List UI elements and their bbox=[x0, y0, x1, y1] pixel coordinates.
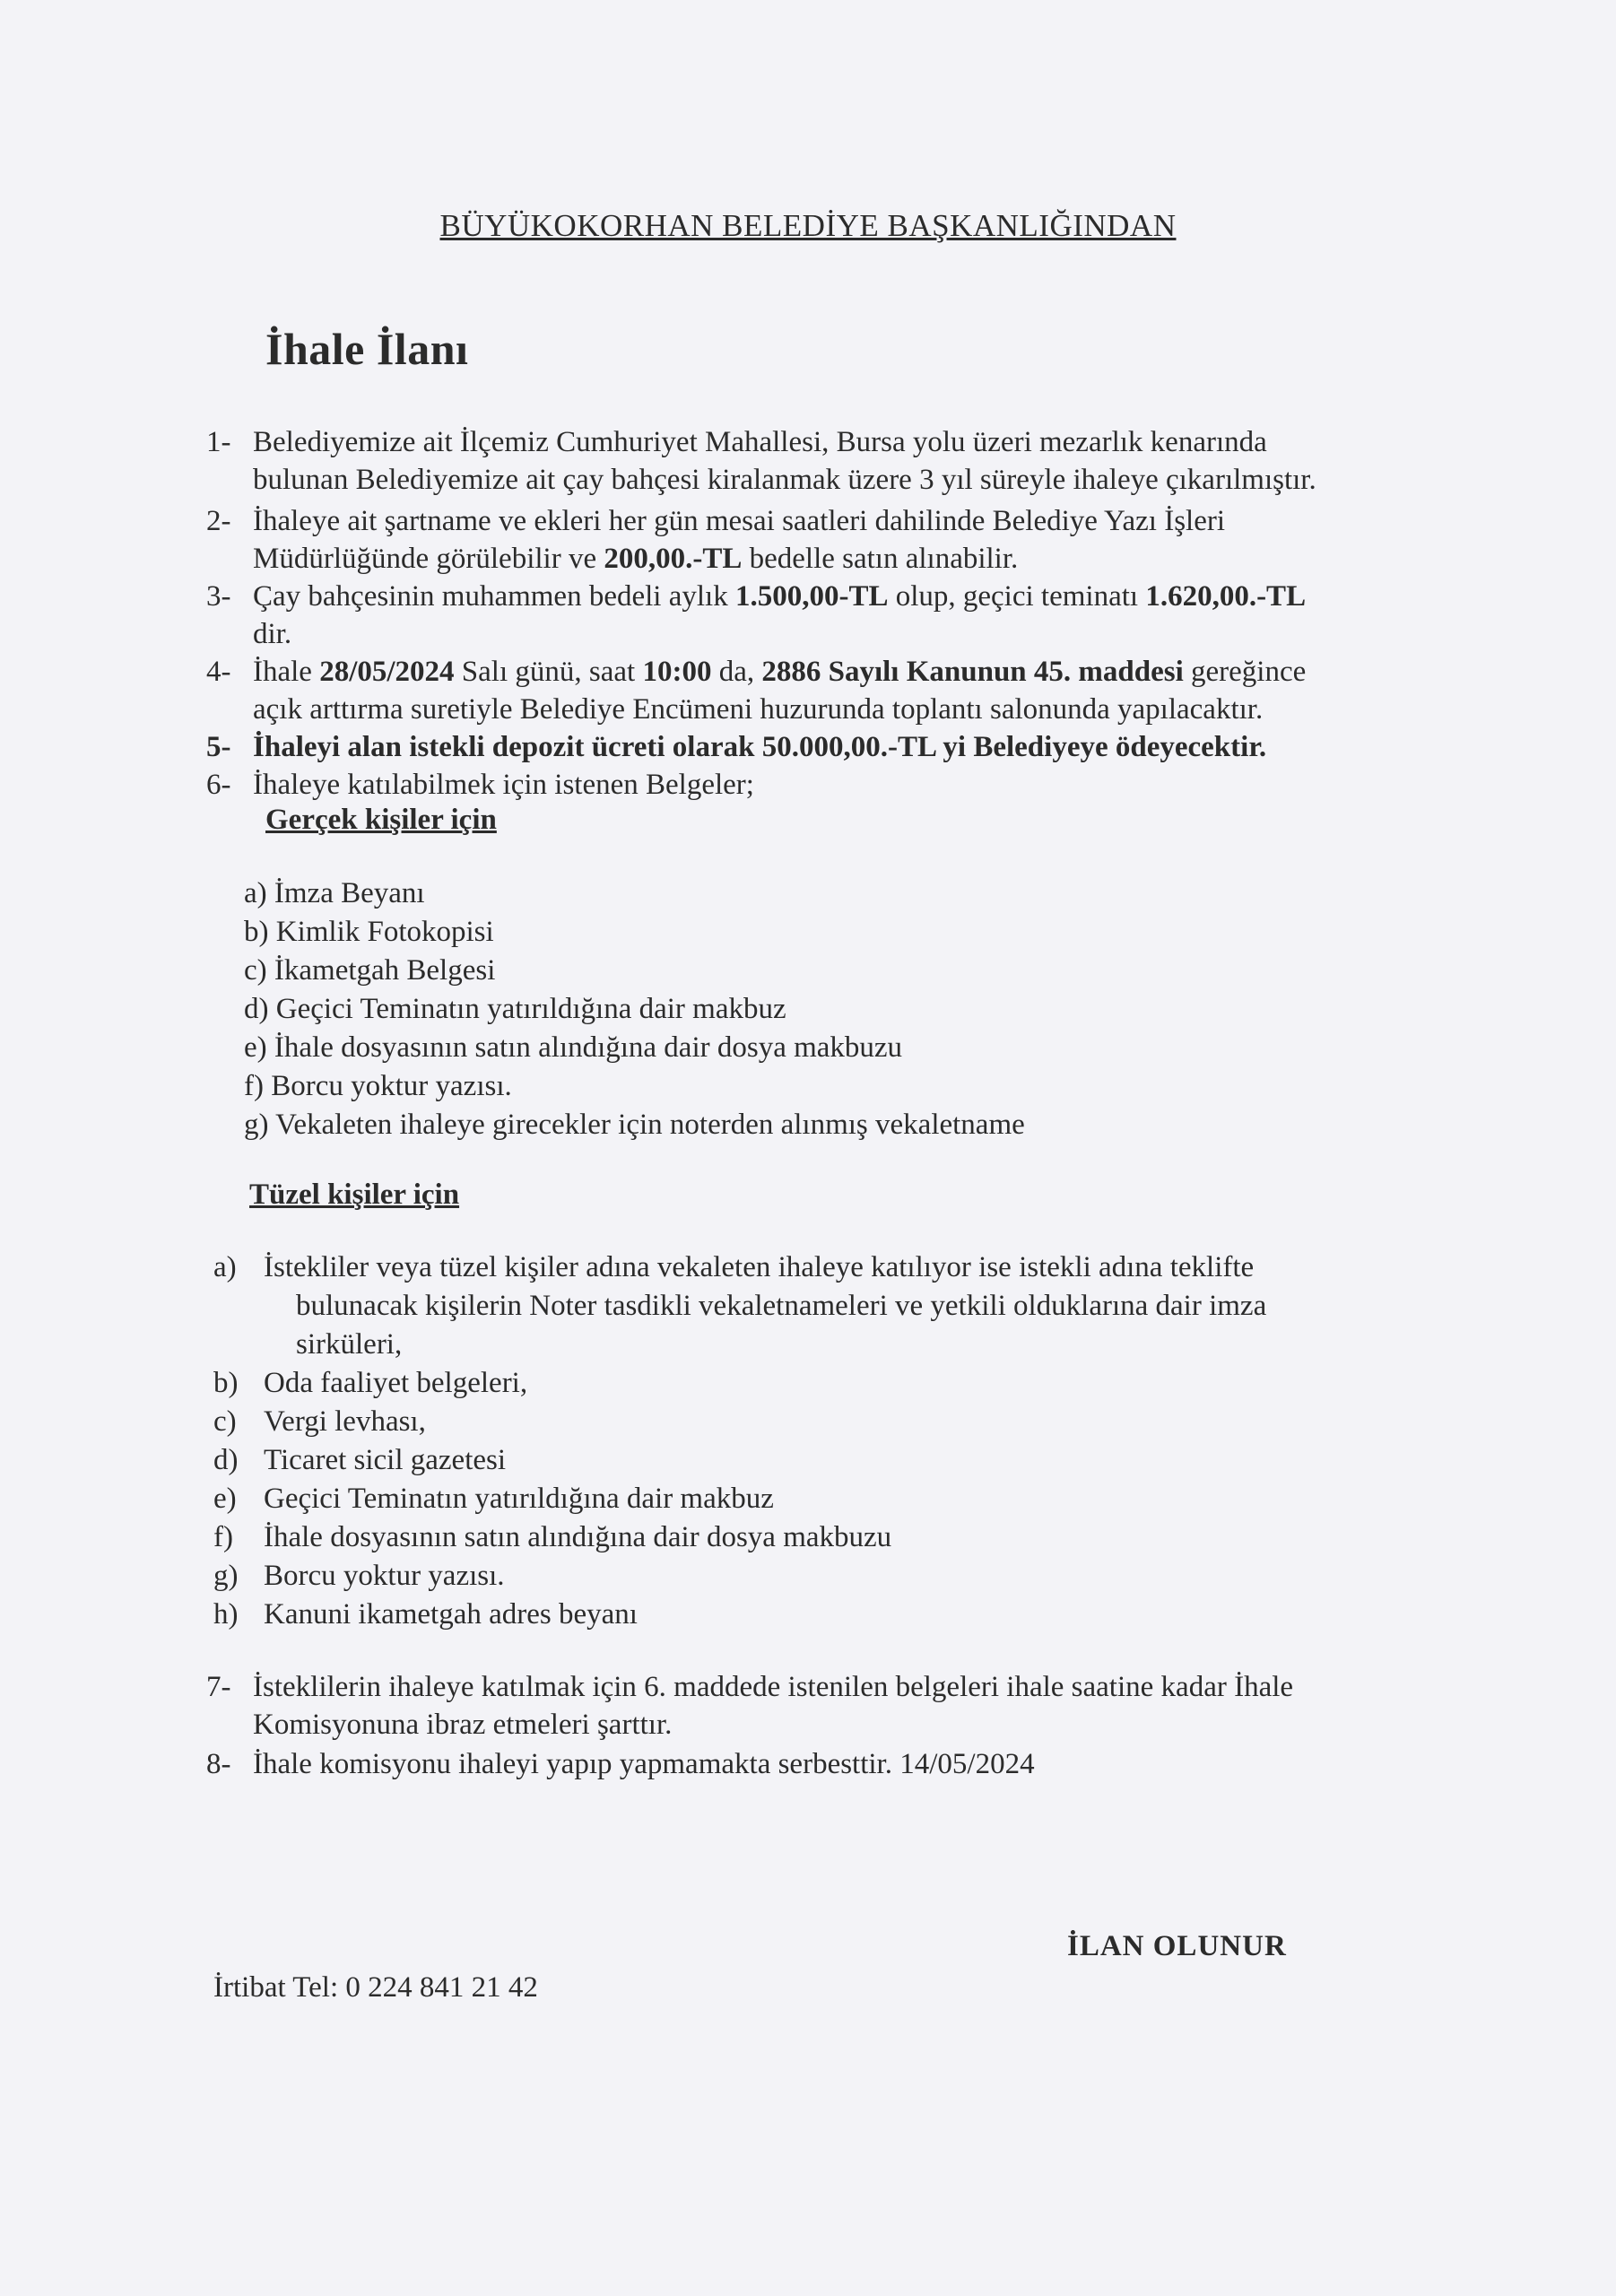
item-text: Belediyemize ait İlçemiz Cumhuriyet Mahallesi, Bursa yolu üzeri mezarlık kenarında bbox=[253, 426, 1267, 458]
list-item: e) İhale dosyasının satın alındığına dair dosya makbuzu bbox=[244, 1031, 903, 1064]
institution-heading: BÜYÜKOKORHAN BELEDİYE BAŞKANLIĞINDAN bbox=[439, 208, 1177, 243]
list-text: sirküleri, bbox=[296, 1328, 403, 1361]
list-item bbox=[213, 1403, 1379, 1441]
item-text: olup, geçici teminatı bbox=[888, 580, 1146, 613]
list-text: Vergi levhası, bbox=[264, 1405, 426, 1438]
item-text: da, bbox=[711, 656, 762, 688]
monthly-value: 1.500,00-TL bbox=[734, 580, 889, 613]
item-text: İhale bbox=[253, 656, 320, 688]
item-number: 7- bbox=[206, 1671, 231, 1703]
list-text: Oda faaliyet belgeleri, bbox=[264, 1367, 528, 1399]
item-text: İhaleye katılabilmek için istenen Belgeler; bbox=[253, 769, 754, 801]
list-text: Ticaret sicil gazetesi bbox=[264, 1444, 507, 1476]
item-number: 5- bbox=[206, 731, 231, 763]
list-letter: f) bbox=[213, 1521, 233, 1553]
item-text: bedelle satın alınabilir. bbox=[742, 543, 1019, 575]
item-text: Çay bahçesinin muhammen bedeli aylık bbox=[253, 580, 735, 613]
item-number: 3- bbox=[206, 580, 231, 613]
list-letter: e) bbox=[213, 1483, 237, 1515]
item-text: bulunan Belediyemize ait çay bahçesi kiralanmak üzere 3 yıl süreyle ihaleye çıkarılmıştır. bbox=[253, 464, 1316, 496]
list-item bbox=[213, 1248, 1379, 1287]
tender-time: 10:00 bbox=[642, 656, 712, 688]
item-number: 6- bbox=[206, 769, 231, 801]
document-title: İhale İlanı bbox=[265, 324, 469, 374]
natural-persons-list bbox=[244, 874, 1025, 1144]
list-letter: c) bbox=[213, 1405, 237, 1438]
natural-persons-heading: Gerçek kişiler için bbox=[265, 804, 497, 836]
list-letter: b) bbox=[213, 1367, 239, 1399]
item-text: İsteklilerin ihaleye katılmak için 6. maddede istenilen belgeleri ihale saatine kadar İhale bbox=[253, 1671, 1294, 1703]
item-number: 4- bbox=[206, 656, 231, 688]
list-item: d) Geçici Teminatın yatırıldığına dair makbuz bbox=[244, 993, 786, 1025]
list-item: a) İmza Beyanı bbox=[244, 877, 425, 909]
list-item: g) Vekaleten ihaleye girecekler için noterden alınmış vekaletname bbox=[244, 1109, 1025, 1141]
list-item: b) Kimlik Fotokopisi bbox=[244, 916, 494, 948]
list-item: c) İkametgah Belgesi bbox=[244, 954, 496, 987]
item-text: Salı günü, saat bbox=[454, 656, 643, 688]
legal-persons-heading: Tüzel kişiler için bbox=[249, 1178, 460, 1211]
list-letter: a) bbox=[213, 1251, 237, 1283]
list-letter: d) bbox=[213, 1444, 239, 1476]
item-number: 2- bbox=[206, 505, 231, 537]
item-text: İhale komisyonu ihaleyi yapıp yapmamakta serbesttir. 14/05/2024 bbox=[253, 1748, 1035, 1780]
contact-phone: İrtibat Tel: 0 224 841 21 42 bbox=[213, 1971, 538, 2004]
document-fee: 200,00.-TL bbox=[604, 543, 743, 575]
item-number: 8- bbox=[206, 1748, 231, 1780]
law-reference: 2886 Sayılı Kanunun 45. maddesi bbox=[761, 656, 1184, 688]
list-item bbox=[213, 1364, 1379, 1403]
list-letter: g) bbox=[213, 1560, 239, 1592]
list-text: İstekliler veya tüzel kişiler adına vekaleten ihaleye katılıyor ise istekli adına teklifte bbox=[264, 1251, 1255, 1283]
legal-persons-list bbox=[213, 1248, 1379, 1634]
list-text: Kanuni ikametgah adres beyanı bbox=[264, 1598, 638, 1631]
list-item bbox=[213, 1441, 1379, 1480]
item-text: açık arttırma suretiyle Belediye Encümeni huzurunda toplantı salonunda yapılacaktır. bbox=[253, 693, 1264, 726]
item-text: dir. bbox=[253, 618, 292, 650]
list-text: bulunacak kişilerin Noter tasdikli vekaletnameleri ve yetkili olduklarına dair imza bbox=[296, 1290, 1267, 1322]
list-item bbox=[213, 1518, 1379, 1557]
temporary-guarantee: 1.620,00.-TL bbox=[1145, 580, 1307, 613]
list-item bbox=[213, 1480, 1379, 1518]
list-item bbox=[213, 1557, 1379, 1596]
item-text: İhaleye ait şartname ve ekleri her gün mesai saatleri dahilinde Belediye Yazı İşleri bbox=[253, 505, 1226, 537]
list-item bbox=[213, 1596, 1379, 1634]
announcement-closing: İLAN OLUNUR bbox=[1067, 1930, 1287, 1962]
list-text: İhale dosyasının satın alındığına dair dosya makbuzu bbox=[264, 1521, 892, 1553]
list-text: Borcu yoktur yazısı. bbox=[264, 1560, 505, 1592]
item-number: 1- bbox=[206, 426, 231, 458]
item-text: Müdürlüğünde görülebilir ve bbox=[253, 543, 604, 575]
list-text: Geçici Teminatın yatırıldığına dair makbuz bbox=[264, 1483, 774, 1515]
item-text: gereğince bbox=[1183, 656, 1307, 688]
item-text: İhaleyi alan istekli depozit ücreti olarak 50.000,00.-TL yi Belediyeye ödeyecektir. bbox=[253, 731, 1267, 763]
item-text: Komisyonuna ibraz etmeleri şarttır. bbox=[253, 1709, 673, 1741]
list-letter: h) bbox=[213, 1598, 239, 1631]
list-item: f) Borcu yoktur yazısı. bbox=[244, 1070, 512, 1102]
tender-date: 28/05/2024 bbox=[319, 656, 455, 688]
